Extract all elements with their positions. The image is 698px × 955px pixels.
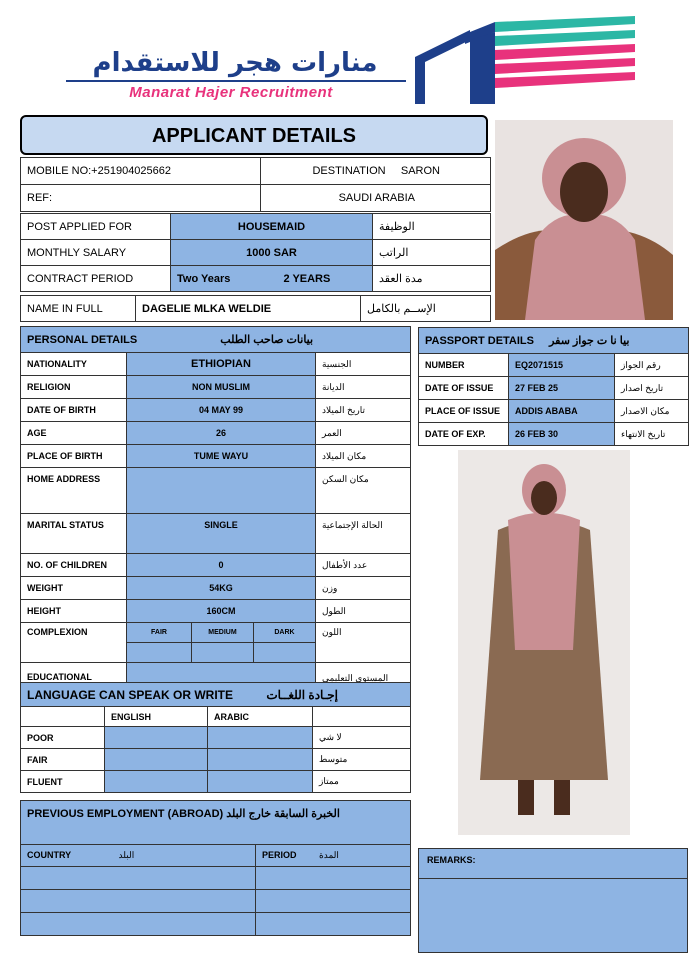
- employment-row-period: [256, 913, 411, 936]
- full-body-photo: [458, 450, 630, 835]
- employment-period-label: PERIOD: [262, 850, 297, 860]
- employment-header: [21, 801, 411, 845]
- language-fair-arabic: [208, 749, 313, 771]
- place-of-birth-arabic: مكان الميلاد: [316, 445, 411, 468]
- salary-label: MONTHLY SALARY: [21, 240, 171, 266]
- mobile-number: MOBILE NO:+251904025662: [21, 158, 261, 185]
- language-fluent-label: FLUENT: [21, 771, 105, 793]
- contract-arabic: مدة العقد: [373, 266, 491, 292]
- personal-details-table: [20, 326, 411, 685]
- post-value: HOUSEMAID: [171, 214, 373, 240]
- passport-number-value: EQ2071515: [509, 354, 615, 377]
- passport-expiry-value: 26 FEB 30: [509, 423, 615, 446]
- logo-rule: [66, 80, 406, 82]
- passport-issue-place-value: ADDIS ABABA: [509, 400, 615, 423]
- language-table: [20, 682, 411, 793]
- height-value: 160CM: [127, 600, 316, 623]
- religion-arabic: الديانة: [316, 376, 411, 399]
- employment-row-country: [21, 890, 256, 913]
- remarks-box: [418, 848, 688, 953]
- marital-status-value: SINGLE: [127, 514, 316, 554]
- age-value: 26: [127, 422, 316, 445]
- marital-status-arabic: الحالة الإجتماعية: [316, 514, 411, 554]
- age-label: AGE: [21, 422, 127, 445]
- employment-title: PREVIOUS EMPLOYMENT (ABROAD): [27, 808, 224, 820]
- salary-arabic: الراتب: [373, 240, 491, 266]
- ref-label: REF:: [21, 185, 261, 212]
- contract-value-years: 2 YEARS: [283, 272, 331, 285]
- employment-row-period: [256, 890, 411, 913]
- post-arabic: الوظيفة: [373, 214, 491, 240]
- language-poor-ar: لا شي: [313, 727, 411, 749]
- personal-details-title: PERSONAL DETAILS: [27, 334, 138, 346]
- language-fair-ar: متوسط: [313, 749, 411, 771]
- name-arabic: الإســم بالكامل: [361, 296, 491, 322]
- weight-label: WEIGHT: [21, 577, 127, 600]
- educational-arabic: المستوى التعليمي: [316, 663, 411, 685]
- height-label: HEIGHT: [21, 600, 127, 623]
- passport-issue-place-arabic: مكان الاصدار: [615, 400, 689, 423]
- portrait-photo-icon: [495, 120, 673, 320]
- height-arabic: الطول: [316, 600, 411, 623]
- passport-title: PASSPORT DETAILS: [425, 335, 534, 347]
- post-label: POST APPLIED FOR: [21, 214, 171, 240]
- marital-status-label: MARITAL STATUS: [21, 514, 127, 554]
- name-value: DAGELIE MLKA WELDIE: [136, 296, 361, 322]
- nationality-label: NATIONALITY: [21, 353, 127, 376]
- language-col-arabic: ARABIC: [208, 707, 313, 727]
- logo-english-name: Manarat Hajer Recruitment: [129, 84, 333, 101]
- religion-value: NON MUSLIM: [127, 376, 316, 399]
- employment-period-header: [256, 845, 411, 867]
- dob-value: 04 MAY 99: [127, 399, 316, 422]
- language-col-english: ENGLISH: [105, 707, 208, 727]
- employment-country-ar: البلد: [118, 850, 135, 860]
- page-title: APPLICANT DETAILS: [20, 115, 488, 155]
- children-value: 0: [127, 554, 316, 577]
- salary-value: 1000 SAR: [171, 240, 373, 266]
- employment-country-label: COUNTRY: [27, 850, 72, 860]
- employment-title-ar: الخبرة السابقة خارج البلد: [226, 808, 340, 820]
- complexion-fair-check: [127, 643, 192, 663]
- complexion-fair: FAIR: [127, 623, 192, 643]
- complexion-medium: MEDIUM: [192, 623, 254, 643]
- portrait-photo: [495, 120, 673, 320]
- full-body-photo-icon: [458, 450, 630, 835]
- destination-country: SAUDI ARABIA: [261, 185, 491, 212]
- home-address-value: [127, 468, 316, 514]
- personal-details-title-ar: بيانات صاحب الطلب: [220, 334, 314, 346]
- contact-table: [20, 157, 491, 212]
- passport-issue-place-label: PLACE OF ISSUE: [419, 400, 509, 423]
- employment-table: [20, 800, 411, 936]
- language-fluent-english: [105, 771, 208, 793]
- language-fluent-arabic: [208, 771, 313, 793]
- weight-value: 54KG: [127, 577, 316, 600]
- language-corner: [21, 707, 105, 727]
- language-poor-arabic: [208, 727, 313, 749]
- language-poor-english: [105, 727, 208, 749]
- personal-details-header: [21, 327, 411, 353]
- name-label: NAME IN FULL: [21, 296, 136, 322]
- educational-label: EDUCATIONAL: [21, 663, 127, 685]
- passport-issue-date-value: 27 FEB 25: [509, 377, 615, 400]
- religion-label: RELIGION: [21, 376, 127, 399]
- language-col-blank: [313, 707, 411, 727]
- job-table: [20, 213, 491, 292]
- employment-period-ar: المدة: [319, 850, 339, 860]
- passport-expiry-label: DATE OF EXP.: [419, 423, 509, 446]
- weight-arabic: وزن: [316, 577, 411, 600]
- passport-header: [419, 328, 689, 354]
- logo-arabic-name: منارات هجر للاستقدام: [92, 48, 378, 78]
- home-address-arabic: مكان السكن: [316, 468, 411, 514]
- contract-value: Two Years: [177, 272, 231, 285]
- complexion-medium-check: [192, 643, 254, 663]
- children-arabic: عدد الأطفال: [316, 554, 411, 577]
- children-label: NO. OF CHILDREN: [21, 554, 127, 577]
- language-fair-english: [105, 749, 208, 771]
- language-fair-label: FAIR: [21, 749, 105, 771]
- passport-details-table: [418, 327, 689, 446]
- destination-cell: [261, 158, 491, 185]
- employment-row-period: [256, 867, 411, 890]
- language-fluent-ar: ممتاز: [313, 771, 411, 793]
- nationality-arabic: الجنسية: [316, 353, 411, 376]
- nationality-value: ETHIOPIAN: [127, 353, 316, 376]
- employment-country-header: [21, 845, 256, 867]
- employment-row-country: [21, 867, 256, 890]
- complexion-label: COMPLEXION: [21, 623, 127, 663]
- complexion-dark: DARK: [254, 623, 316, 643]
- dob-label: DATE OF BIRTH: [21, 399, 127, 422]
- age-arabic: العمر: [316, 422, 411, 445]
- destination-label: DESTINATION: [312, 165, 386, 177]
- passport-issue-date-label: DATE OF ISSUE: [419, 377, 509, 400]
- contract-label: CONTRACT PERIOD: [21, 266, 171, 292]
- language-title-ar: إجـادة اللغــات: [266, 687, 338, 702]
- passport-expiry-arabic: تاريخ الانتهاء: [615, 423, 689, 446]
- employment-row-country: [21, 913, 256, 936]
- name-table: [20, 295, 491, 322]
- contract-value-cell: [171, 266, 373, 292]
- passport-number-arabic: رقم الجواز: [615, 354, 689, 377]
- passport-number-label: NUMBER: [419, 354, 509, 377]
- language-title: LANGUAGE CAN SPEAK OR WRITE: [27, 687, 234, 702]
- home-address-label: HOME ADDRESS: [21, 468, 127, 514]
- passport-issue-date-arabic: تاريخ اصدار: [615, 377, 689, 400]
- dob-arabic: تاريخ الميلاد: [316, 399, 411, 422]
- complexion-arabic: اللون: [316, 623, 411, 663]
- destination-value: SARON: [400, 165, 440, 177]
- house-logo-icon: [410, 12, 640, 107]
- language-poor-label: POOR: [21, 727, 105, 749]
- place-of-birth-value: TUME WAYU: [127, 445, 316, 468]
- passport-title-ar: بيا نا ت جواز سفر: [549, 335, 630, 347]
- complexion-dark-check: [254, 643, 316, 663]
- remarks-label: REMARKS:: [419, 849, 687, 879]
- language-header: [21, 683, 411, 707]
- place-of-birth-label: PLACE OF BIRTH: [21, 445, 127, 468]
